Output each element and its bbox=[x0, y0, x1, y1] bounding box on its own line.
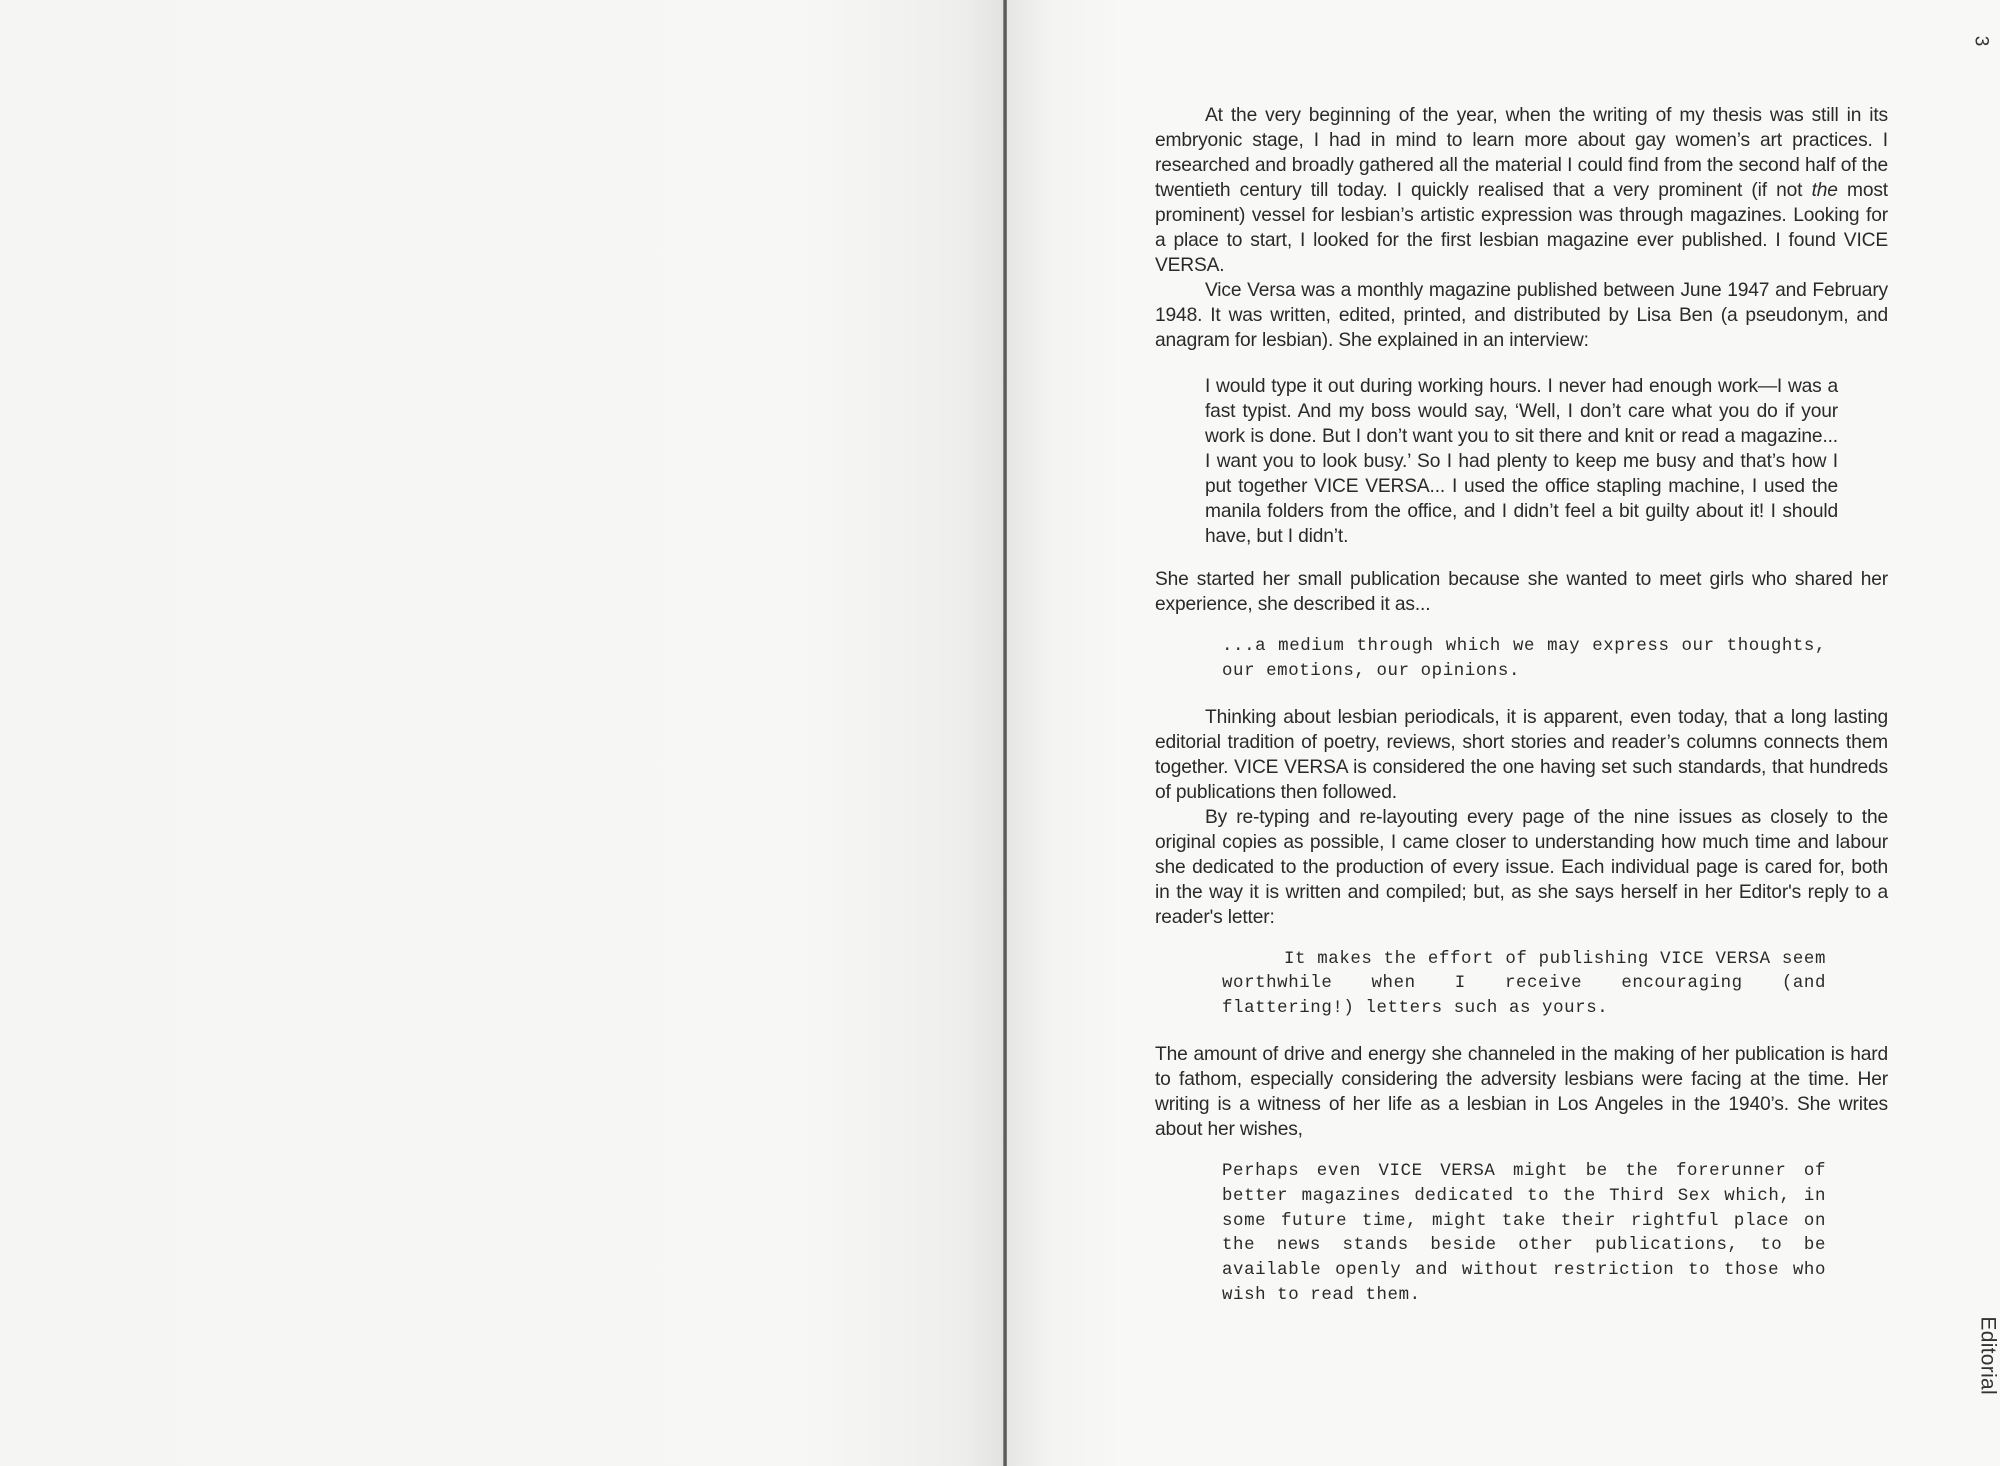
paragraph-4: Thinking about lesbian periodicals, it is apparent, even today, that a long lasting editorial tradition of poetry, reviews, short stories and reader’s columns connects them together. VICE VERSA is considered the one having set such standards, that hundreds of publications then followed. bbox=[1155, 706, 1888, 803]
paragraph-3: She started her small publication because she wanted to meet girls who shared her experience, she described it as... bbox=[1155, 569, 1888, 615]
blockquote-editor-reply: It makes the effort of publishing VICE VERSA seem worthwhile when I receive encouraging (and flattering!) letters such as yours. bbox=[1222, 949, 1826, 1019]
paragraph-2: Vice Versa was a monthly magazine published between June 1947 and February 1948. It was written, edited, printed, and distributed by Lisa Ben (a pseudonym, and anagram for lesbian). She explained in an interview: bbox=[1155, 280, 1888, 351]
editorial-text-column bbox=[1155, 103, 1888, 1329]
paragraph-5: By re-typing and re-layouting every page of the nine issues as closely to the original copies as possible, I came closer to understanding how much time and labour she dedicated to the production of every issue. Each individual page is cared for, both in the way it is written and compiled; but, as she says herself in her Editor's reply to a reader's letter: bbox=[1155, 806, 1888, 928]
paragraph-6: The amount of drive and energy she channeled in the making of her publication is hard to fathom, especially considering the adversity lesbians were facing at the time. Her writing is a witness of her life as a lesbian in Los Angeles in the 1940’s. She writes about her wishes, bbox=[1155, 1043, 1888, 1140]
blockquote-interview: I would type it out during working hours. I never had enough work—I was a fast typist. And my boss would say, ‘Well, I don’t care what you do if your work is done. But I don’t want you to sit there and knit or read a magazine... I want you to look busy.’ So I had plenty to keep me busy and that’s how I put together VICE VERSA... I used the office stapling machine, I used the manila folders from the office, and I didn’t feel a bit guilty about it! I should have, but I didn’t. bbox=[1205, 376, 1838, 547]
blockquote-medium: ...a medium through which we may express our thoughts, our emotions, our opinions. bbox=[1222, 637, 1826, 681]
page-number: 3 bbox=[1970, 35, 1992, 47]
paragraph-1: At the very beginning of the year, when the writing of my thesis was still in its embryonic stage, I had in mind to learn more about gay women’s art practices. I researched and broadly gathered all the material I could find from the second half of the twentieth century till today. I quickly realised that a very prominent (if not the most prominent) vessel for lesbian’s artistic expression was through magazines. Looking for a place to start, I looked for the first lesbian magazine ever published. I found VICE VERSA. bbox=[1155, 105, 1888, 276]
section-label: Editorial bbox=[1977, 1316, 2000, 1395]
blockquote-wishes: Perhaps even VICE VERSA might be the forerunner of better magazines dedicated to the Third Sex which, in some future time, might take their rightful place on the news stands beside other publications, to be available openly and without restriction to those who wish to read them. bbox=[1222, 1161, 1826, 1305]
